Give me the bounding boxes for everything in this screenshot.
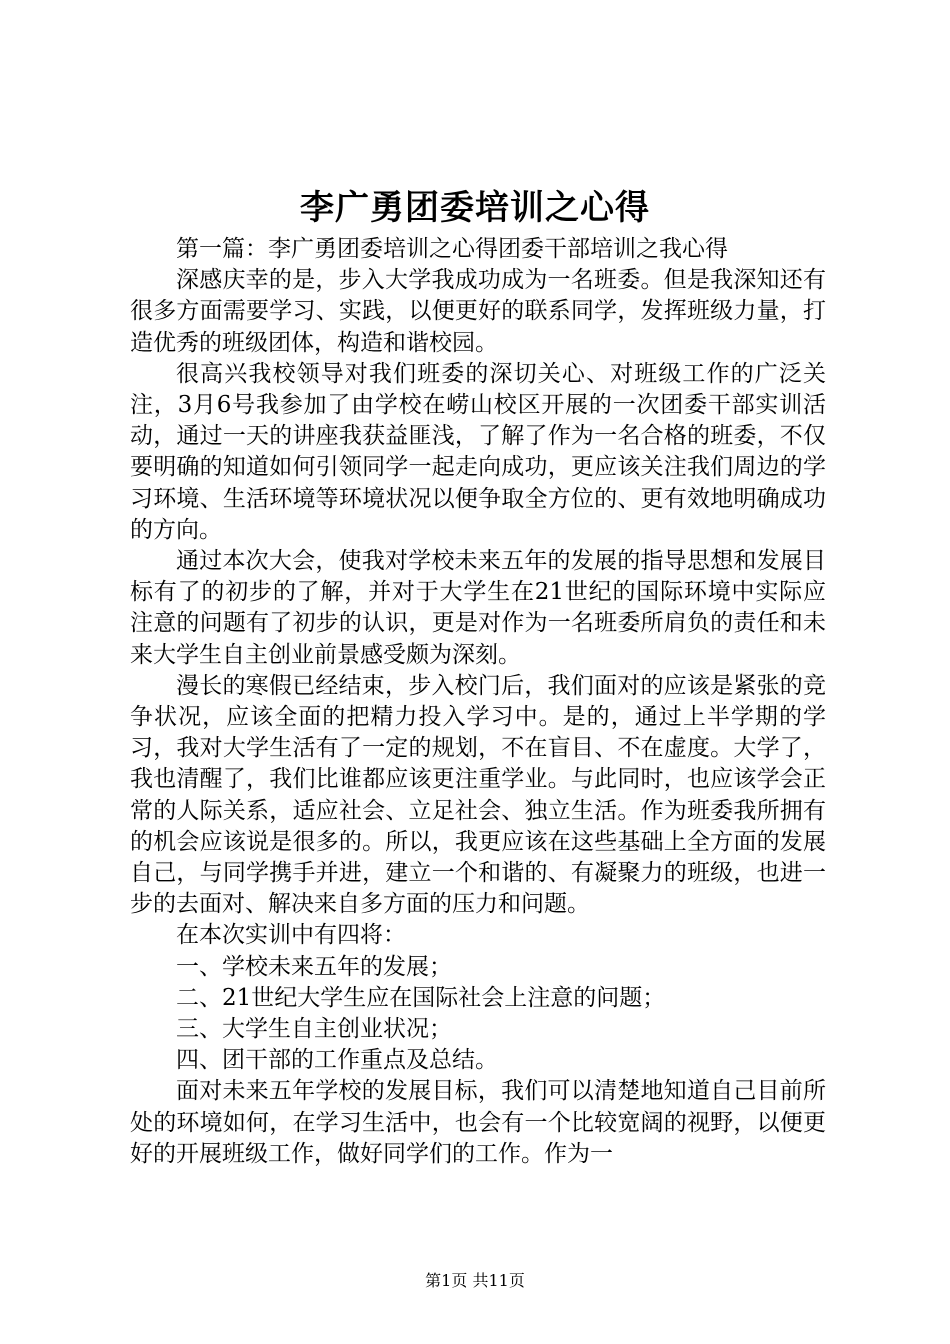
paragraph: 漫长的寒假已经结束，步入校门后，我们面对的应该是紧张的竞争状况，应该全面的把精力投入学习中。是的，通过上半学期的学习，我对大学生活有了一定的规划，不在盲目、不在虚度。大学了，我也清醒了，我们比谁都应该更注重学业。与此同时，也应该学会正常的人际关系，适应社会、立足社会、独立生活。作为班委我所拥有的机会应该说是很多的。所以，我更应该在这些基础上全方面的发展自己，与同学携手并进，建立一个和谐的、有凝聚力的班级，也进一步的去面对、解决来自多方面的压力和问题。 — [130, 672, 826, 918]
paragraph: 很高兴我校领导对我们班委的深切关心、对班级工作的广泛关注，3月6号我参加了由学校在崂山校区开展的一次团委干部实训活动，通过一天的讲座我获益匪浅，了解了作为一名合格的班委，不仅要明确的知道如何引领同学一起走向成功，更应该关注我们周边的学习环境、生活环境等环境状况以便争取全方位的、更有效地明确成功的方向。 — [130, 360, 826, 543]
paragraph: 深感庆幸的是，步入大学我成功成为一名班委。但是我深知还有很多方面需要学习、实践，以便更好的联系同学，发挥班级力量，打造优秀的班级团体，构造和谐校园。 — [130, 267, 826, 356]
list-item: 二、21世纪大学生应在国际社会上注意的问题； — [176, 984, 666, 1011]
list-item: 三、大学生自主创业状况； — [176, 1016, 452, 1043]
paragraph: 第一篇：李广勇团委培训之心得团委干部培训之我心得 — [176, 236, 728, 262]
paragraph: 通过本次大会，使我对学校未来五年的发展的指导思想和发展目标有了的初步的了解，并对于大学生在21世纪的国际环境中实际应注意的问题有了初步的认识，更是对作为一名班委所肩负的责任和未来大学生自主创业前景感受颇为深刻。 — [130, 548, 826, 668]
page-total: 共11页 — [472, 1271, 525, 1290]
document-body — [130, 234, 826, 1170]
paragraph: 在本次实训中有四将： — [176, 922, 406, 949]
list-item: 四、团干部的工作重点及总结。 — [176, 1047, 498, 1074]
document-title: 李广勇团委培训之心得 — [300, 188, 650, 228]
list-item: 一、学校未来五年的发展； — [176, 953, 452, 980]
page-number: 第1页 — [425, 1271, 468, 1290]
page-footer — [0, 1270, 950, 1292]
paragraph: 面对未来五年学校的发展目标，我们可以清楚地知道自己目前所处的环境如何，在学习生活中，也会有一个比较宽阔的视野，以便更好的开展班级工作，做好同学们的工作。作为一 — [130, 1078, 826, 1167]
